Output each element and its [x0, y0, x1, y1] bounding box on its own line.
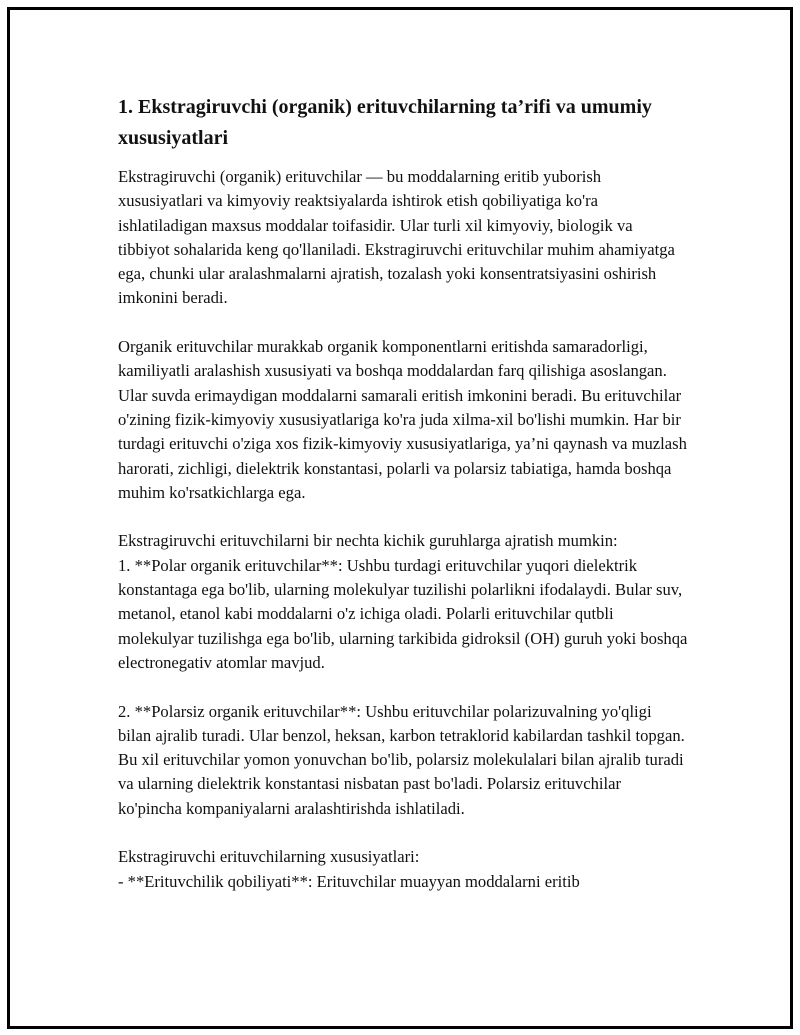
document-body: [118, 92, 688, 894]
paragraph-nonpolar-solvents: 2. **Polarsiz organik erituvchilar**: Ushbu erituvchilar polarizuvalning yo'qligi bilan ajralib turadi. Ular benzol, heksan, karbon tetraklorid kabilardan tashkil topgan. Bu xil erituvchilar yomon yonuvchan bo'lib, polarsiz molekulalari bilan ajralib turadi va ularning dielektrik konstantasi nisbatan past bo'ladi. Polarsiz erituvchilar ko'pincha kompaniyalarni aralashtirishda ishlatiladi.: [118, 701, 685, 818]
paragraph-properties: Ekstragiruvchi erituvchilarning xususiyatlari: - **Erituvchilik qobiliyati**: Erituvchilar muayyan moddalarni eritib: [118, 847, 580, 891]
paragraph-polar-solvents: Ekstragiruvchi erituvchilarni bir nechta kichik guruhlarga ajratish mumkin: 1. **Polar organik erituvchilar**: Ushbu turdagi erituvchilar yuqori dielektrik konstantaga ega bo'lib, ularning molekulyar tuzilishi polarlikni ifodalaydi. Bular suv, metanol, etanol kabi moddalarni o'z ichiga oladi. Polarli erituvchilar qutbli molekulyar tuzilishga ega bo'lib, ularning tarkibida gidroksil (OH) guruh yoki boshqa electronegativ atomlar mavjud.: [118, 531, 688, 672]
section-heading: 1. Ekstragiruvchi (organik) erituvchilarning ta’rifi va umumiy xususiyatlari: [118, 96, 652, 149]
paragraph-organic-solvents: Organik erituvchilar murakkab organik komponentlarni eritishda samaradorligi, kamiliyatli aralashish xususiyati va boshqa moddalardan farq qilishiga asoslangan. Ular suvda erimaydigan moddalarni samarali eritish imkonini beradi. Bu erituvchilar o'zining fizik-kimyoviy xususiyatlariga ko'ra juda xilma-xil bo'lishi mumkin. Har bir turdagi erituvchi o'ziga xos fizik-kimyoviy xususiyatlariga, ya’ni qaynash va muzlash harorati, zichligi, dielektrik konstantasi, polarli va polarsiz tabiatiga, hamda boshqa muhim ko'rsatkichlarga ega.: [118, 337, 687, 502]
paragraph-definition: Ekstragiruvchi (organik) erituvchilar — bu moddalarning eritib yuborish xususiyatlari va kimyoviy reaktsiyalarda ishtirok etish qobiliyatiga ko'ra ishlatiladigan maxsus moddalar toifasidir. Ular turli xil kimyoviy, biologik va tibbiyot sohalarida keng qo'llaniladi. Ekstragiruvchi erituvchilar muhim ahamiyatga ega, chunki ular aralashmalarni ajratish, tozalash yoki konsentratsiyasini oshirish imkonini beradi.: [118, 167, 675, 308]
